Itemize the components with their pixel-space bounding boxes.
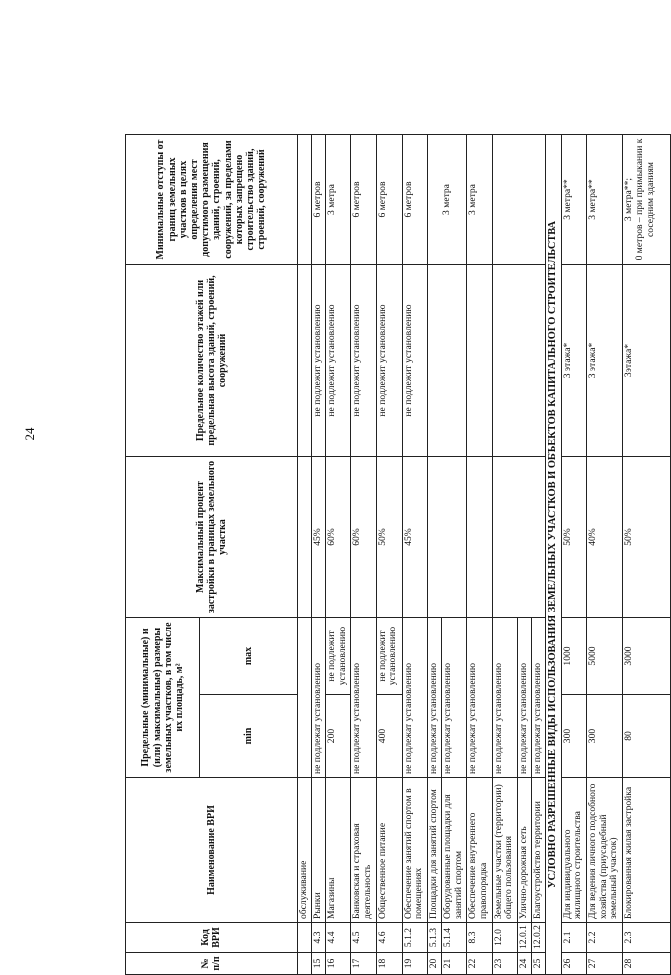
row-setback: 6 метров: [351, 135, 376, 265]
row-name: Земельные участки (территории) общего пользования: [492, 778, 517, 923]
row-size: не подлежат установлению: [311, 618, 325, 778]
table-row: [376, 135, 402, 975]
row-code: 5.1.4: [442, 923, 467, 953]
row-size: не подлежат установлению: [532, 618, 546, 778]
row-size-min: 400: [376, 695, 402, 778]
row-size: не подлежат установлению: [427, 618, 441, 778]
table-row: [326, 135, 351, 975]
row-size: не подлежат установлению: [351, 618, 376, 778]
row-setback-note: 0 метров – при примыкании к соседним зданиям: [634, 138, 656, 261]
row-num: 22: [467, 953, 492, 975]
row-code: 2.1: [561, 923, 586, 953]
table-row: [351, 135, 376, 975]
row-floors: 3 этажа*: [586, 265, 622, 457]
row-size-min: 200: [326, 695, 351, 778]
row-code: 2.3: [623, 923, 671, 953]
header-code: Код ВРИ: [126, 923, 298, 953]
row-size: не подлежат установлению: [402, 618, 427, 778]
row-name: Банковская и страховая деятельность: [351, 778, 376, 923]
row-size-max: не подлежит установлению: [326, 618, 351, 695]
row-code: 4.5: [351, 923, 376, 953]
row-name: Площадки для занятий спортом: [427, 778, 441, 923]
row-code: 8.3: [467, 923, 492, 953]
row-name: Улично-дорожная сеть: [518, 778, 532, 923]
table-row: [492, 135, 517, 975]
row-num: 24: [518, 953, 532, 975]
section-row: [546, 135, 561, 975]
row-floors: не подлежит установлению: [326, 265, 351, 457]
row-num: 25: [532, 953, 546, 975]
row-num: 23: [492, 953, 517, 975]
row-coverage: 45%: [402, 457, 427, 618]
row-size: не подлежат установлению: [492, 618, 517, 778]
row-num: 26: [561, 953, 586, 975]
row-coverage: 60%: [351, 457, 376, 618]
row-floors: не подлежит установлению: [376, 265, 402, 457]
row-setback: 6 метров: [376, 135, 402, 265]
header-num: № п/п: [126, 953, 298, 975]
row-name: Благоустройство территории: [532, 778, 546, 923]
table-row: [586, 135, 622, 975]
row-setback: 3 метра**: [561, 135, 586, 265]
row-name: Обеспечение внутреннего правопорядка: [467, 778, 492, 923]
table-row: [623, 135, 671, 975]
table-row: [311, 135, 325, 975]
row-size-max: 3000: [623, 618, 671, 695]
row-size: не подлежат установлению: [518, 618, 532, 778]
row-floors: 3 этажа*: [561, 265, 586, 457]
row-name: Общественное питание: [376, 778, 402, 923]
row-name: Рынки: [311, 778, 325, 923]
row-num: 15: [311, 953, 325, 975]
row-code: 4.3: [311, 923, 325, 953]
row-setback: 3 метра: [326, 135, 351, 265]
zoning-table-sheet: [125, 135, 671, 975]
row-coverage: 40%: [586, 457, 622, 618]
row-floors: не подлежит установлению: [351, 265, 376, 457]
row-setback: 3 метра**: [586, 135, 622, 265]
row-code: 12.0.1: [518, 923, 532, 953]
header-size-max: max: [200, 618, 297, 695]
row-code: 12.0: [492, 923, 517, 953]
header-setback: Минимальные отступы от границ земельных участков в целях определения мест допустимого размещения зданий, строений, сооружений, за пределами которых запрещено строительство зданий, строений, сооружений: [126, 135, 298, 265]
row-setback: [623, 135, 671, 265]
row-coverage: 60%: [326, 457, 351, 618]
row-code: 5.1.2: [402, 923, 427, 953]
row-name: Оборудованные площадки для занятий спортом: [442, 778, 467, 923]
row-size: не подлежат установлению: [467, 618, 492, 778]
row-floors: не подлежит установлению: [311, 265, 325, 457]
header-size-min: min: [200, 695, 297, 778]
row-setback: 3 метра: [427, 135, 467, 265]
row-size-max: 1000: [561, 618, 586, 695]
header-name: Наименование ВРИ: [126, 778, 298, 923]
row-num: 19: [402, 953, 427, 975]
row-coverage: 45%: [311, 457, 325, 618]
row-code: 4.6: [376, 923, 402, 953]
row-name: Магазины: [326, 778, 351, 923]
row-size-min: 300: [586, 695, 622, 778]
header-size-group: Предельные (минимальные) и (или) максимальные) размеры земельных участков, в том числе их площадь, м²: [126, 618, 200, 778]
row-num: 17: [351, 953, 376, 975]
row-name: Для ведения личного подсобного хозяйства (приусадебный земельный участок): [586, 778, 622, 923]
row-num: 28: [623, 953, 671, 975]
row-size-min: 300: [561, 695, 586, 778]
row-code: 4.4: [326, 923, 351, 953]
header-floors: Предельное количество этажей или предельная высота зданий, строений, сооружений: [126, 265, 298, 457]
row-name: Блокированная жилая застройка: [623, 778, 671, 923]
table-row: [467, 135, 492, 975]
page-number: 24: [22, 427, 37, 441]
row-setback: 6 метров: [311, 135, 325, 265]
row-num: 16: [326, 953, 351, 975]
row-code: 2.2: [586, 923, 622, 953]
zoning-table: [125, 134, 671, 975]
header-coverage: Максимальный процент застройки в границах земельного участка: [126, 457, 298, 618]
row-name: Обеспечение занятий спортом в помещениях: [402, 778, 427, 923]
row-floors: не подлежит установлению: [402, 265, 427, 457]
row-name: обслуживание: [297, 778, 311, 923]
row-size: не подлежат установлению: [442, 618, 467, 778]
row-coverage: 50%: [623, 457, 671, 618]
row-name: Для индивидуального жилищного строительства: [561, 778, 586, 923]
row-code: 5.1.3: [427, 923, 441, 953]
row-setback: 3 метра: [467, 135, 492, 265]
row-size-max: 5000: [586, 618, 622, 695]
row-size-min: 80: [623, 695, 671, 778]
row-num: 18: [376, 953, 402, 975]
row-num: 20: [427, 953, 441, 975]
row-num: 27: [586, 953, 622, 975]
table-row: [297, 135, 311, 975]
section-title-conditional: УСЛОВНО РАЗРЕШЕННЫЕ ВИДЫ ИСПОЛЬЗОВАНИЯ ЗЕМЕЛЬНЫХ УЧАСТКОВ И ОБЪЕКТОВ КАПИТАЛЬНОГО СТРОИТЕЛЬСТВА: [546, 135, 561, 975]
row-setback: 6 метров: [402, 135, 427, 265]
row-setback-main: 3 метра**;: [623, 177, 635, 222]
row-coverage: 50%: [376, 457, 402, 618]
table-row: [427, 135, 441, 975]
row-size-max: не подлежит установлению: [376, 618, 402, 695]
table-row: [402, 135, 427, 975]
row-floors: 3этажа*: [623, 265, 671, 457]
row-num: 21: [442, 953, 467, 975]
table-row: [561, 135, 586, 975]
row-code: 12.0.2: [532, 923, 546, 953]
row-coverage: 50%: [561, 457, 586, 618]
